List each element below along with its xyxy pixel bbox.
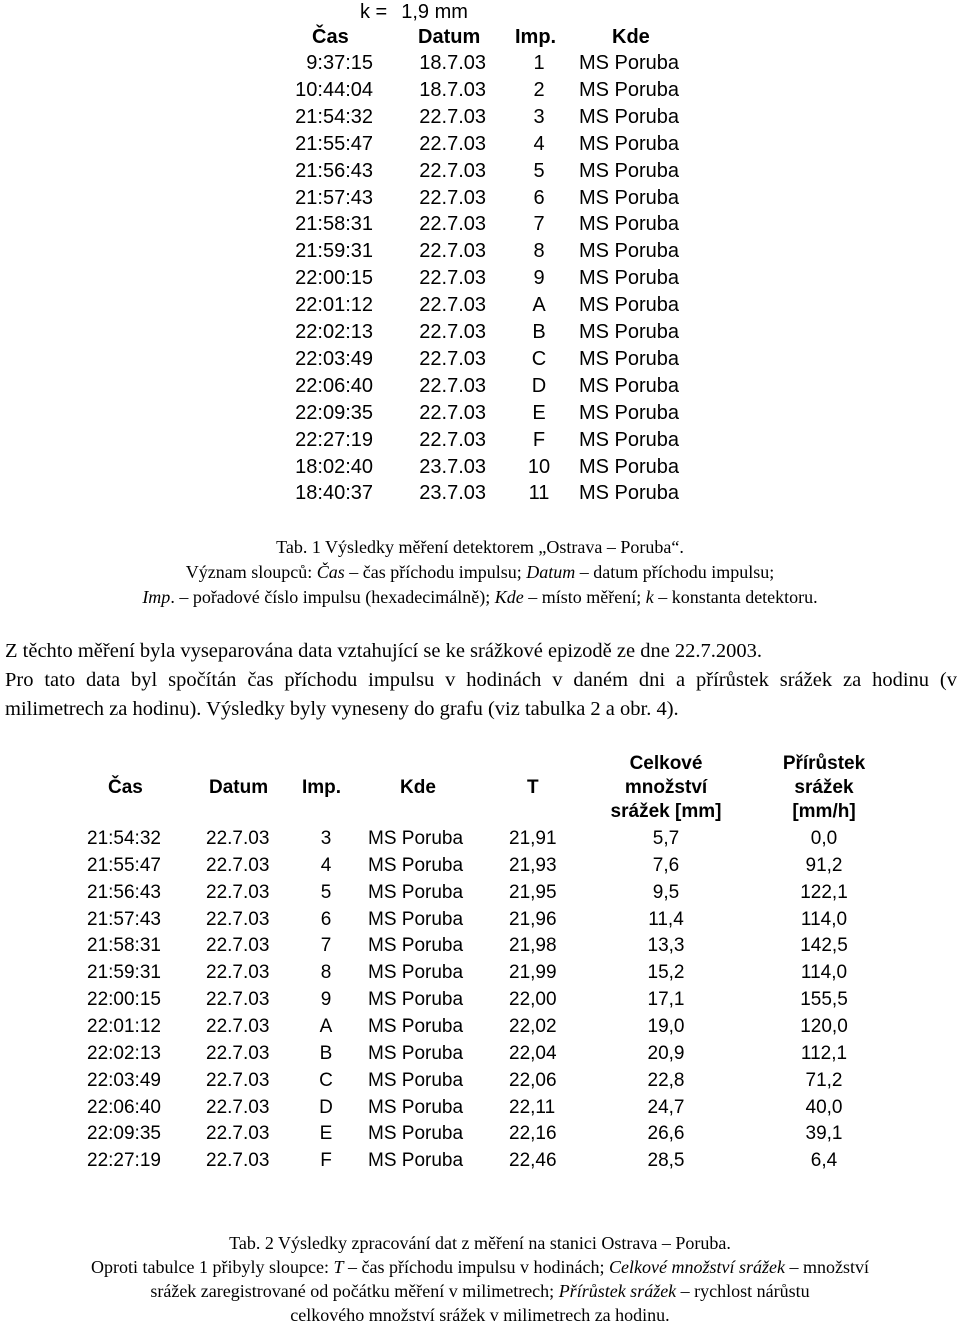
cell-date: 22.7.03: [419, 428, 486, 451]
header-inc-1: Přírůstek: [782, 753, 866, 774]
cell-date: 22.7.03: [206, 1015, 270, 1037]
cell-t: 22,00: [509, 989, 557, 1011]
header-date: Datum: [209, 777, 269, 798]
cell-kde: MS Poruba: [579, 132, 680, 155]
cell-t: 21,95: [509, 881, 557, 903]
cell-kde: MS Poruba: [579, 294, 680, 317]
table-row: [0, 104, 960, 130]
caption-text: srážek zaregistrované od počátku měření v milimetrech;: [150, 1281, 559, 1301]
cell-date: 22.7.03: [206, 962, 270, 984]
cell-t: 22,04: [509, 1042, 557, 1064]
cell-imp: F: [320, 1150, 332, 1172]
cell-kde: MS Poruba: [579, 240, 680, 263]
cell-date: 22.7.03: [419, 267, 486, 290]
cell-t: 21,93: [509, 854, 557, 876]
cell-date: 22.7.03: [419, 105, 486, 128]
cell-t: 22,16: [509, 1123, 557, 1145]
cell-time: 21:56:43: [295, 159, 373, 182]
caption-text: – konstanta detektoru.: [653, 587, 818, 607]
cell-time: 21:54:32: [295, 105, 373, 128]
cell-kde: MS Poruba: [368, 854, 464, 876]
table-row: [0, 1147, 960, 1174]
cell-time: 22:06:40: [295, 374, 373, 397]
cell-kde: MS Poruba: [368, 828, 464, 849]
table-1-caption-legend-1: [0, 560, 960, 585]
cell-kde: MS Poruba: [368, 962, 464, 984]
cell-kde: MS Poruba: [579, 455, 680, 478]
cell-kde: MS Poruba: [579, 78, 680, 101]
cell-time: 21:57:43: [295, 186, 373, 209]
cell-kde: MS Poruba: [368, 908, 464, 930]
caption-term: Datum: [526, 562, 576, 582]
cell-time: 22:03:49: [295, 347, 373, 370]
cell-time: 21:54:32: [87, 828, 161, 849]
table-row: [0, 185, 960, 211]
cell-time: 22:27:19: [87, 1150, 161, 1172]
table-1-caption-legend-2: [0, 585, 960, 610]
cell-total: 19,0: [647, 1015, 685, 1037]
cell-kde: MS Poruba: [579, 105, 680, 128]
header-inc-3: [mm/h]: [792, 801, 856, 822]
cell-time: 22:03:49: [87, 1069, 161, 1091]
header-t: T: [527, 777, 539, 798]
cell-kde: MS Poruba: [579, 267, 680, 290]
cell-date: 22.7.03: [419, 159, 486, 182]
header-date: Datum: [418, 26, 481, 48]
cell-kde: MS Poruba: [579, 52, 680, 74]
cell-inc: 39,1: [805, 1123, 843, 1145]
cell-total: 9,5: [652, 881, 680, 903]
cell-date: 22.7.03: [419, 374, 486, 397]
cell-time: 22:00:15: [295, 267, 373, 290]
cell-date: 22.7.03: [419, 294, 486, 317]
cell-date: 22.7.03: [206, 881, 270, 903]
cell-date: 22.7.03: [419, 321, 486, 343]
cell-imp: F: [532, 428, 546, 451]
cell-imp: A: [532, 294, 546, 317]
table-2-caption-legend-1: [0, 1255, 960, 1280]
cell-time: 22:01:12: [295, 294, 373, 317]
cell-total: 22,8: [647, 1069, 685, 1091]
cell-date: 22.7.03: [206, 1096, 270, 1118]
cell-date: 22.7.03: [206, 828, 270, 849]
cell-kde: MS Poruba: [579, 347, 680, 370]
cell-time: 18:40:37: [295, 482, 373, 505]
cell-inc: 40,0: [805, 1096, 843, 1118]
header-kde: Kde: [612, 26, 650, 48]
table-row: [0, 959, 960, 986]
paragraph-1: Z těchto měření byla vyseparována data vztahující se ke srážkové epizodě ze dne 22.7.2003.: [5, 640, 763, 662]
cell-imp: C: [531, 347, 547, 370]
cell-t: 21,99: [509, 962, 557, 984]
cell-imp: D: [319, 1096, 333, 1118]
cell-kde: MS Poruba: [579, 186, 680, 209]
header-total-2: množství: [624, 777, 708, 798]
table-row: [0, 400, 960, 426]
cell-t: 22,46: [509, 1150, 557, 1172]
k-value: 1,9 mm: [401, 1, 468, 23]
cell-date: 22.7.03: [206, 1150, 270, 1172]
cell-total: 24,7: [647, 1096, 685, 1118]
cell-date: 22.7.03: [206, 1069, 270, 1091]
cell-time: 22:06:40: [87, 1096, 161, 1118]
cell-imp: D: [531, 374, 547, 397]
table-row: [0, 373, 960, 399]
caption-text: – rychlost nárůstu: [676, 1281, 810, 1301]
cell-time: 22:09:35: [295, 401, 373, 424]
header-imp: Imp.: [302, 777, 342, 798]
cell-kde: MS Poruba: [579, 374, 680, 397]
cell-imp: 9: [320, 989, 332, 1011]
cell-time: 21:55:47: [295, 132, 373, 155]
cell-time: 21:58:31: [295, 213, 373, 236]
cell-kde: MS Poruba: [368, 1042, 464, 1064]
cell-time: 9:37:15: [306, 52, 373, 74]
table-row: [0, 1040, 960, 1067]
cell-date: 22.7.03: [206, 854, 270, 876]
table-row: [0, 346, 960, 372]
cell-time: 22:09:35: [87, 1123, 161, 1145]
cell-time: 18:02:40: [295, 455, 373, 478]
cell-total: 11,4: [648, 908, 684, 930]
cell-time: 21:58:31: [87, 935, 161, 957]
cell-date: 22.7.03: [419, 347, 486, 370]
table-row: [0, 879, 960, 906]
cell-kde: MS Poruba: [368, 881, 464, 903]
cell-time: 22:02:13: [87, 1042, 161, 1064]
cell-imp: 3: [533, 105, 545, 128]
cell-date: 22.7.03: [419, 186, 486, 209]
cell-inc: 155,5: [800, 989, 848, 1011]
cell-inc: 122,1: [800, 881, 848, 903]
table-row: [0, 158, 960, 184]
cell-imp: B: [319, 1042, 333, 1064]
cell-t: 21,91: [509, 828, 557, 849]
header-time: Čas: [108, 777, 143, 798]
table-row: [0, 238, 960, 264]
cell-imp: A: [319, 1015, 333, 1037]
cell-total: 13,3: [647, 935, 685, 957]
cell-date: 22.7.03: [419, 132, 486, 155]
cell-total: 15,2: [647, 962, 685, 984]
table-row: [0, 319, 960, 345]
caption-text: – datum příchodu impulsu;: [575, 562, 775, 582]
cell-date: 23.7.03: [419, 482, 486, 505]
table-row: [0, 986, 960, 1013]
table-2-caption-title: Tab. 2 Výsledky zpracování dat z měření na stanici Ostrava – Poruba.: [229, 1233, 731, 1253]
caption-term: T: [333, 1257, 344, 1277]
cell-imp: E: [532, 401, 546, 424]
table-row: [0, 292, 960, 318]
table-2-caption-legend-2: [0, 1279, 960, 1304]
cell-date: 18.7.03: [419, 52, 486, 74]
cell-t: 22,06: [509, 1069, 557, 1091]
cell-total: 7,6: [652, 854, 680, 876]
cell-imp: 5: [320, 881, 332, 903]
cell-kde: MS Poruba: [368, 989, 464, 1011]
cell-inc: 71,2: [805, 1069, 843, 1091]
cell-kde: MS Poruba: [579, 428, 680, 451]
table-row: [0, 211, 960, 237]
caption-term: Imp: [142, 587, 171, 607]
table-2-caption-legend-3: celkového množství srážek v milimetrech za hodinu.: [290, 1305, 670, 1325]
cell-date: 22.7.03: [206, 908, 270, 930]
body-paragraph: [5, 637, 957, 724]
caption-term: Kde: [494, 587, 524, 607]
table-1-header-row: [0, 24, 960, 50]
caption-text: – množství: [784, 1257, 869, 1277]
cell-imp: 3: [320, 828, 332, 849]
cell-t: 21,98: [509, 935, 557, 957]
cell-kde: MS Poruba: [579, 321, 680, 343]
table-row: [0, 427, 960, 453]
k-label: k =: [360, 1, 388, 23]
cell-kde: MS Poruba: [579, 482, 680, 505]
cell-time: 10:44:04: [295, 78, 373, 101]
cell-date: 22.7.03: [206, 1123, 270, 1145]
cell-kde: MS Poruba: [368, 1123, 464, 1145]
cell-time: 22:02:13: [295, 321, 373, 343]
table-row: [0, 852, 960, 879]
cell-total: 17,1: [647, 989, 685, 1011]
header-inc-2: srážek: [794, 777, 854, 798]
cell-time: 22:00:15: [87, 989, 161, 1011]
cell-imp: 1: [533, 52, 545, 74]
cell-imp: 6: [533, 186, 545, 209]
caption-text: Oproti tabulce 1 přibyly sloupce:: [91, 1257, 334, 1277]
caption-term: Přírůstek srážek: [558, 1281, 677, 1301]
table-row: [0, 1094, 960, 1121]
cell-kde: MS Poruba: [368, 935, 464, 957]
cell-imp: 5: [533, 159, 545, 182]
cell-date: 23.7.03: [419, 455, 486, 478]
detector-constant: [360, 0, 468, 25]
header-imp: Imp.: [515, 26, 557, 48]
cell-imp: 7: [320, 935, 332, 957]
cell-date: 22.7.03: [419, 401, 486, 424]
cell-t: 22,02: [509, 1015, 557, 1037]
caption-text: – místo měření;: [523, 587, 646, 607]
table-row: [0, 906, 960, 933]
table-row: [0, 454, 960, 480]
header-kde: Kde: [400, 777, 436, 798]
cell-imp: E: [319, 1123, 333, 1145]
cell-imp: 8: [533, 240, 545, 263]
cell-imp: 4: [533, 132, 545, 155]
header-total-1: Celkové: [629, 753, 703, 774]
cell-inc: 112,1: [800, 1042, 848, 1064]
cell-time: 21:57:43: [87, 908, 161, 930]
table-row: [0, 265, 960, 291]
cell-inc: 91,2: [805, 854, 843, 876]
cell-imp: 7: [533, 213, 545, 236]
cell-kde: MS Poruba: [368, 1150, 464, 1172]
cell-kde: MS Poruba: [368, 1096, 464, 1118]
cell-imp: C: [319, 1069, 333, 1091]
cell-total: 5,7: [652, 828, 680, 849]
table-row: [0, 932, 960, 959]
caption-text: Význam sloupců:: [185, 562, 317, 582]
cell-imp: B: [532, 321, 546, 343]
table-row: [0, 50, 960, 76]
cell-time: 21:55:47: [87, 854, 161, 876]
cell-inc: 142,5: [800, 935, 848, 957]
cell-date: 22.7.03: [419, 213, 486, 236]
cell-kde: MS Poruba: [579, 159, 680, 182]
header-total-3: srážek [mm]: [610, 801, 722, 822]
cell-imp: 9: [533, 267, 545, 290]
table-row: [0, 131, 960, 157]
cell-date: 22.7.03: [206, 989, 270, 1011]
cell-time: 21:59:31: [295, 240, 373, 263]
table-1-caption-title: Tab. 1 Výsledky měření detektorem „Ostrava – Poruba“.: [276, 537, 684, 557]
cell-time: 22:01:12: [87, 1015, 161, 1037]
caption-text: – čas příchodu impulsu v hodinách;: [343, 1257, 609, 1277]
cell-total: 28,5: [647, 1150, 685, 1172]
cell-total: 20,9: [647, 1042, 685, 1064]
caption-term: k: [645, 587, 654, 607]
table-row: [0, 1067, 960, 1094]
table-row: [0, 825, 960, 852]
cell-date: 18.7.03: [419, 78, 486, 101]
cell-inc: 114,0: [800, 908, 848, 930]
cell-kde: MS Poruba: [368, 1015, 464, 1037]
cell-imp: 4: [320, 854, 332, 876]
table-row: [0, 480, 960, 506]
cell-time: 22:27:19: [295, 428, 373, 451]
cell-date: 22.7.03: [206, 935, 270, 957]
cell-inc: 114,0: [800, 962, 848, 984]
header-time: Čas: [312, 26, 349, 48]
cell-kde: MS Poruba: [579, 213, 680, 236]
cell-imp: 10: [527, 455, 551, 478]
cell-inc: 0,0: [810, 828, 838, 849]
cell-date: 22.7.03: [419, 240, 486, 263]
cell-imp: 6: [320, 908, 332, 930]
caption-term: Celkové množství srážek: [608, 1257, 785, 1277]
cell-time: 21:56:43: [87, 881, 161, 903]
cell-imp: 8: [320, 962, 332, 984]
cell-imp: 2: [533, 78, 545, 101]
cell-imp: 11: [528, 482, 550, 505]
table-row: [0, 1013, 960, 1040]
cell-time: 21:59:31: [87, 962, 161, 984]
cell-inc: 6,4: [810, 1150, 838, 1172]
paragraph-2: Pro tato data byl spočítán čas příchodu impulsu v hodinách v daném dni a přírůstek srážek za hodinu (v milimetrech za hodinu). Výsledky byly vyneseny do grafu (viz tabulka 2 a obr. 4).: [5, 669, 957, 720]
table-row: [0, 1120, 960, 1147]
caption-text: – čas příchodu impulsu;: [344, 562, 527, 582]
cell-date: 22.7.03: [206, 1042, 270, 1064]
cell-kde: MS Poruba: [368, 1069, 464, 1091]
cell-kde: MS Poruba: [579, 401, 680, 424]
cell-inc: 120,0: [800, 1015, 848, 1037]
cell-t: 22,11: [509, 1096, 556, 1118]
cell-t: 21,96: [509, 908, 557, 930]
caption-term: Čas: [316, 562, 345, 582]
caption-text: . – pořadové číslo impulsu (hexadecimálně);: [170, 587, 495, 607]
cell-total: 26,6: [647, 1123, 685, 1145]
table-row: [0, 77, 960, 103]
